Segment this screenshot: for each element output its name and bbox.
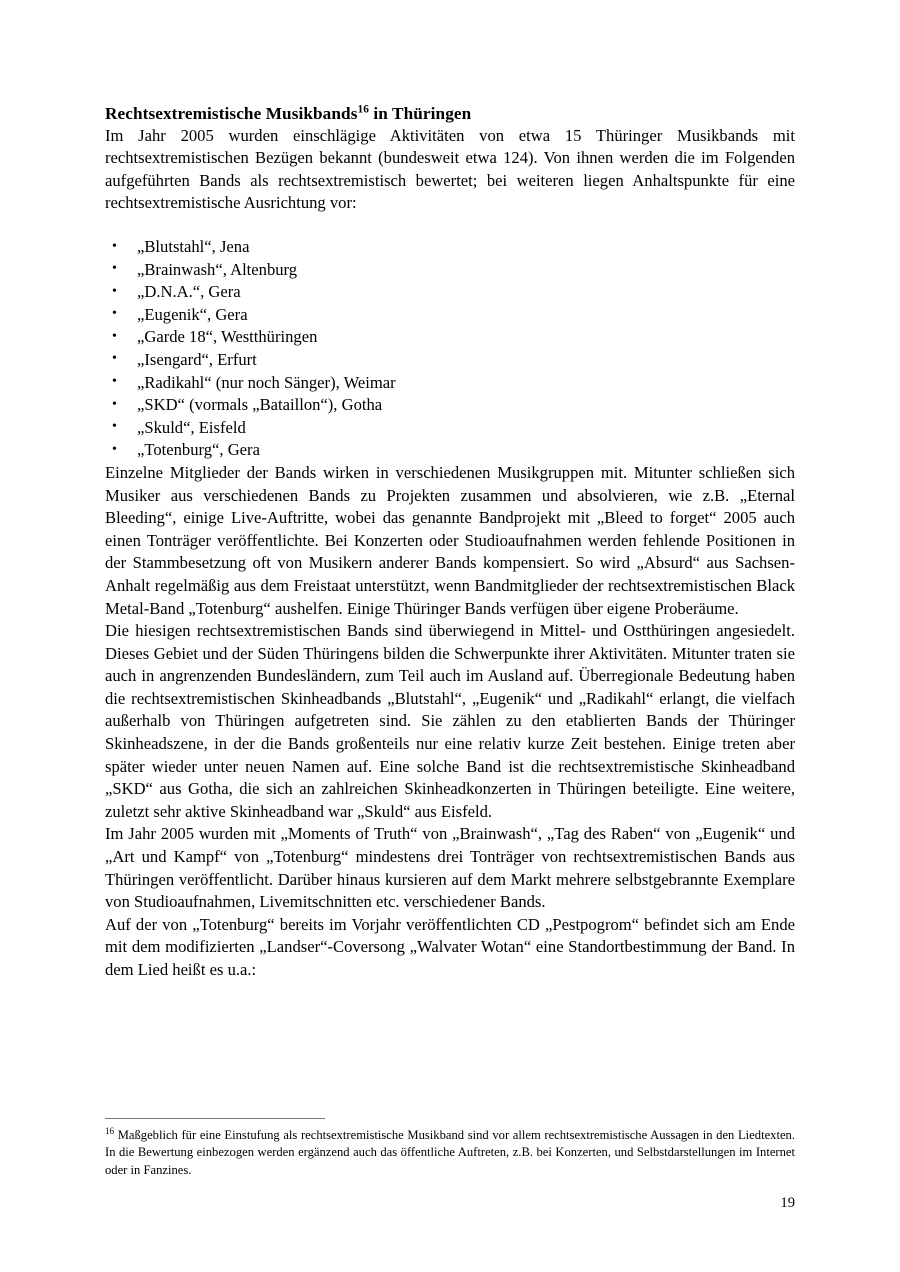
footnote-text <box>105 1127 795 1179</box>
page-title-text-tail: in Thüringen <box>369 104 472 123</box>
paragraph-regional-distribution: Die hiesigen rechtsextremistischen Bands sind überwiegend in Mittel- und Ostthüringen angesiedelt. Dieses Gebiet und der Süden Thüringens bilden die Schwerpunkte ihrer Aktivitäten. Mitunter traten sie auch in angrenzenden Bundesländern, zum Teil auch im Ausland auf. Überregionale Bedeutung haben die rechtsextremistischen Skinheadbands „Blutstahl“, „Eugenik“ und „Radikahl“ erlangt, die vielfach außerhalb von Thüringen aufgetreten sind. Sie zählen zu den etablierten Bands der Thüringer Skinheadszene, in der die Bands großenteils nur eine relativ kurze Zeit bestehen. Einige treten aber später wieder unter neuen Namen auf. Eine solche Band ist die rechtsextremistische Skinheadband „SKD“ aus Gotha, die sich an zahlreichen Skinheadkonzerten in Thüringen beteiligte. Eine weitere, zuletzt sehr aktive Skinheadband war „Skuld“ aus Eisfeld. <box>105 621 795 821</box>
list-item: • „Eugenik“, Gera <box>105 304 795 327</box>
list-item: • „Totenburg“, Gera <box>105 439 795 462</box>
list-item: • „Skuld“, Eisfeld <box>105 417 795 440</box>
paragraph-intro: Im Jahr 2005 wurden einschlägige Aktivitäten von etwa 15 Thüringer Musikbands mit rechtsextremistischen Bezügen bekannt (bundesweit etwa 124). Von ihnen werden die im Folgenden aufgeführten Bands als rechtsextremistisch bewertet; bei weiteren liegen Anhaltspunkte für eine rechtsextremistische Ausrichtung vor: <box>105 125 795 213</box>
paragraph-cd-pestpogrom: Auf der von „Totenburg“ bereits im Vorjahr veröffentlichten CD „Pestpogrom“ befindet sich am Ende mit dem modifizierten „Landser“-Coversong „Walvater Wotan“ eine Standortbestimmung der Band. In dem Lied heißt es u.a.: <box>105 914 795 980</box>
list-item: • „SKD“ (vormals „Bataillon“), Gotha <box>105 394 795 417</box>
list-item: • „Brainwash“, Altenburg <box>105 259 795 282</box>
document-page <box>105 0 795 1272</box>
page-title-text-main: Rechtsextremistische Musikbands <box>105 104 358 123</box>
footnote-block <box>105 1118 795 1179</box>
footnote-separator-rule <box>105 1118 325 1119</box>
paragraph-band-members: Einzelne Mitglieder der Bands wirken in verschiedenen Musikgruppen mit. Mitunter schließen sich Musiker aus verschiedenen Bands zu Projekten zusammen und absolvieren, wie z.B. „Eternal Bleeding“, einige Live-Auftritte, wobei das genannte Bandprojekt mit „Bleed to forget“ 2005 auch einen Tonträger veröffentlichte. Bei Konzerten oder Studioaufnahmen werden fehlende Positionen in der Stammbesetzung oft von Musikern anderer Bands kompensiert. So wird „Absurd“ aus Sachsen-Anhalt regelmäßig aus dem Freistaat unterstützt, wenn Bandmitglieder der rechtsextremistischen Black Metal-Band „Totenburg“ aushelfen. Einige Thüringer Bands verfügen über eigene Proberäume. <box>105 462 795 618</box>
list-item: • „Radikahl“ (nur noch Sänger), Weimar <box>105 372 795 395</box>
list-item: • „D.N.A.“, Gera <box>105 281 795 304</box>
band-list <box>105 236 795 462</box>
list-item: • „Garde 18“, Westthüringen <box>105 326 795 349</box>
paragraph-releases: Im Jahr 2005 wurden mit „Moments of Truth“ von „Brainwash“, „Tag des Raben“ von „Eugenik“ und „Art und Kampf“ von „Totenburg“ mindestens drei Tonträger von rechtsextremistischen Bands aus Thüringen veröffentlicht. Darüber hinaus kursieren auf dem Markt mehrere selbstgebrannte Exemplare von Studioaufnahmen, Livemitschnitten etc. verschiedener Bands. <box>105 824 795 912</box>
page-title <box>105 0 795 125</box>
footnote-number: 16 <box>105 1125 115 1136</box>
page-number: 19 <box>780 1195 795 1211</box>
list-item: • „Isengard“, Erfurt <box>105 349 795 372</box>
list-item: • „Blutstahl“, Jena <box>105 236 795 259</box>
footnote-body: Maßgeblich für eine Einstufung als rechtsextremistische Musikband sind vor allem rechtsextremistische Aussagen in den Liedtexten. In die Bewertung einbezogen werden ergänzend auch das öffentliche Auftreten, z.B. bei Konzerten, und Selbstdarstellungen im Internet oder in Fanzines. <box>105 1128 795 1177</box>
footnote-reference-marker: 16 <box>357 103 370 116</box>
